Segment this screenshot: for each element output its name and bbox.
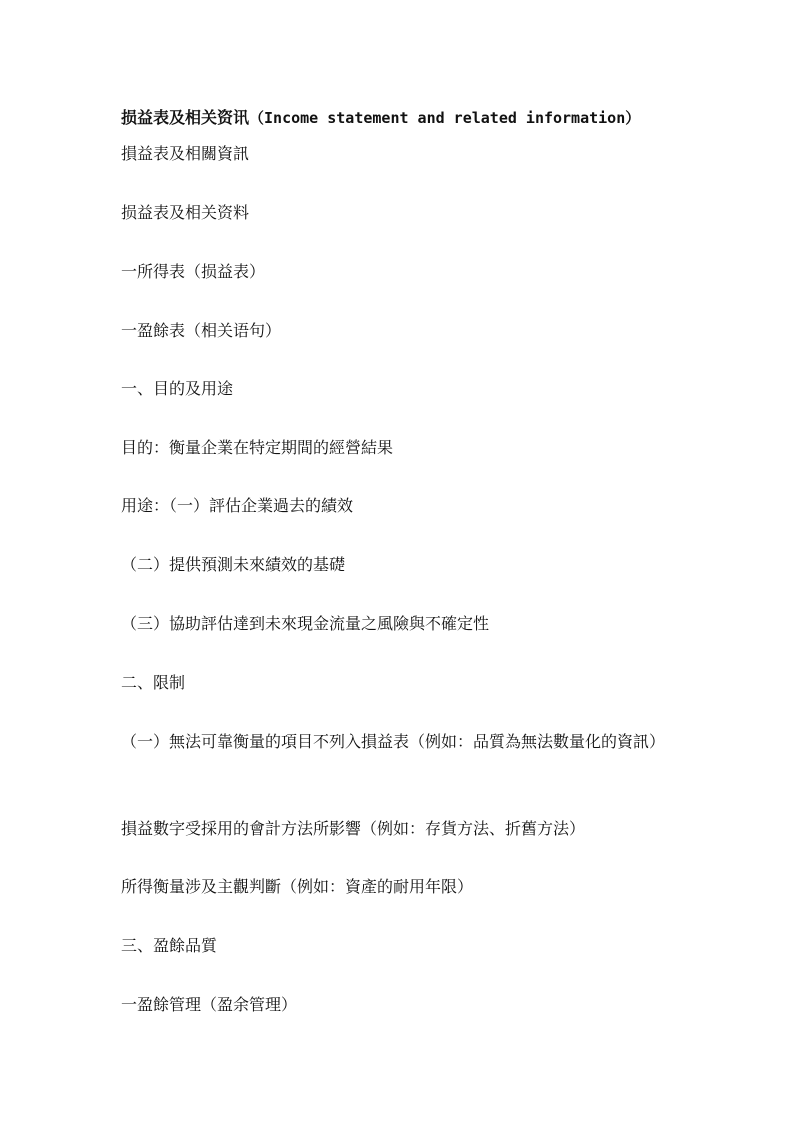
paragraph-limit-3: 所得衡量涉及主觀判斷（例如：資產的耐用年限）: [121, 877, 474, 896]
section-heading-1: 一、目的及用途: [121, 379, 234, 398]
paragraph-use-2: （二）提供預測未來績效的基礎: [121, 555, 346, 574]
paragraph-purpose: 目的：衡量企業在特定期間的經營結果: [121, 438, 394, 457]
title-chinese: 损益表及相关资讯: [121, 108, 250, 127]
paragraph-use-3: （三）協助評估達到未來現金流量之風險與不確定性: [121, 614, 490, 633]
paragraph-limit-2: 損益數字受採用的會計方法所影響（例如：存貨方法、折舊方法）: [121, 819, 586, 838]
document-title: [121, 106, 701, 130]
section-heading-2: 二、限制: [121, 673, 186, 692]
paragraph-2: 损益表及相关资料: [121, 203, 250, 222]
section-heading-3: 三、盈餘品質: [121, 936, 218, 955]
paragraph-3: 一所得表（损益表）: [121, 262, 266, 281]
paragraph-limit-1: （一）無法可靠衡量的項目不列入損益表（例如：品質為無法數量化的資訊）: [121, 732, 666, 751]
paragraph-use-1: 用途：（一）評估企業過去的績效: [121, 496, 354, 515]
paragraph-4: 一盈餘表（相关语句）: [121, 321, 282, 340]
paragraph-1: 損益表及相關資訊: [121, 144, 250, 163]
title-english: （Income statement and related information）: [249, 109, 641, 127]
paragraph-earnings-management: 一盈餘管理（盈余管理）: [121, 995, 298, 1014]
